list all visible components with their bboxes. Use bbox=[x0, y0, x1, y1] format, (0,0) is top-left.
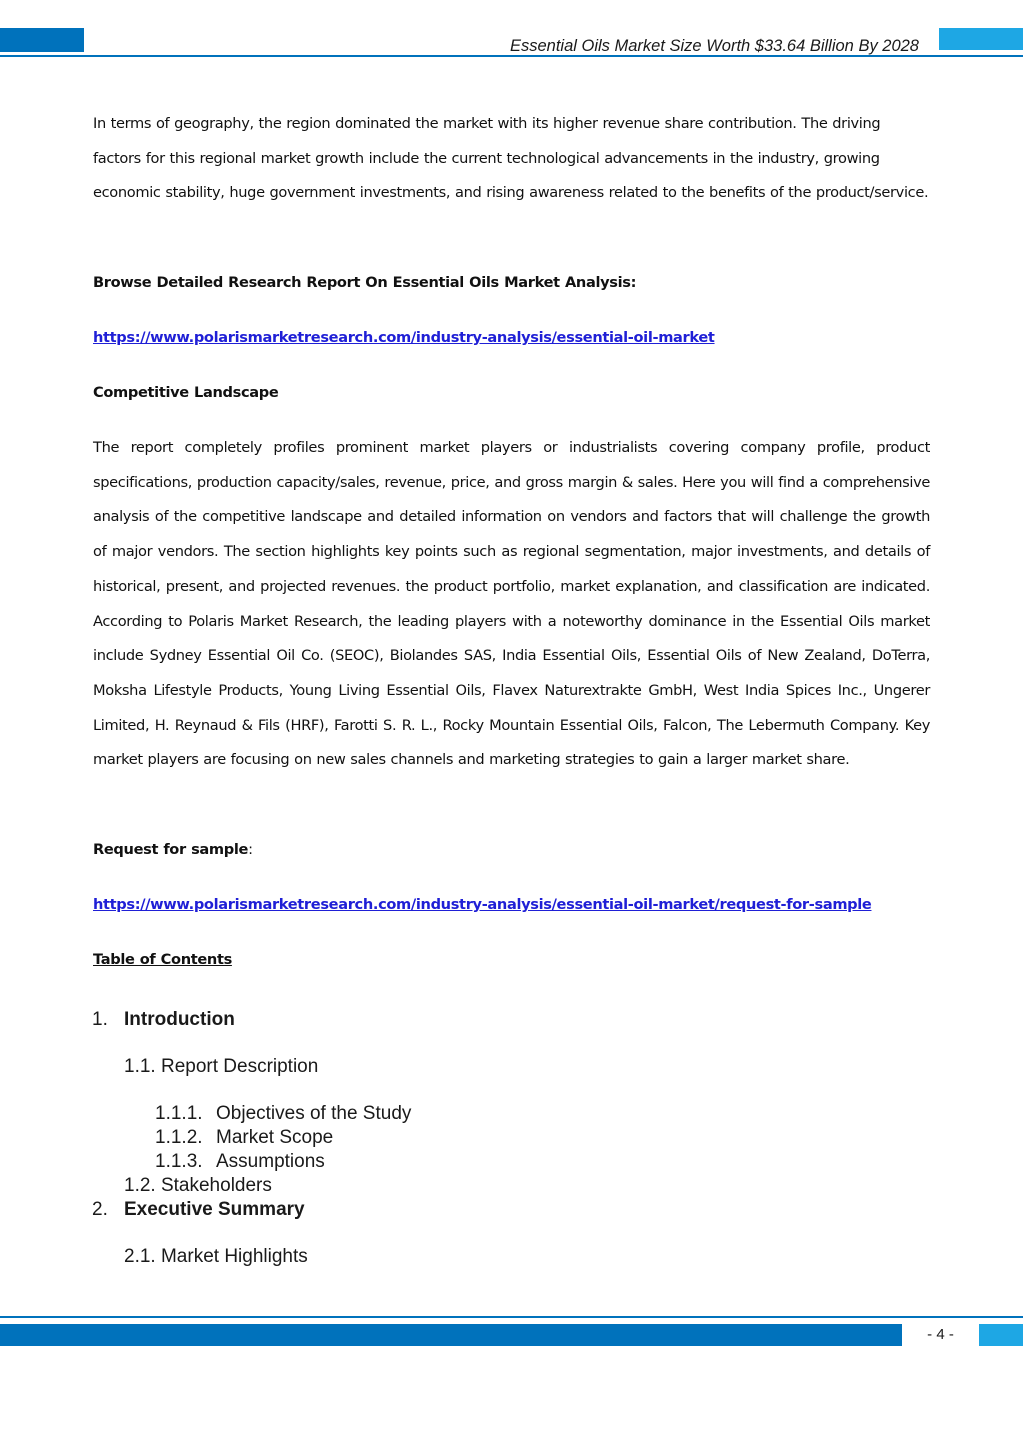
toc-item-number: 1. bbox=[92, 1009, 108, 1030]
geography-text: In terms of geography, the region dominated the market with its higher revenue share contribution. The driving factors for this regional market growth include the current technological advancements in the industry, growing economic stability, huge government investments, and rising awareness related to the benefits of the product/service. bbox=[93, 115, 929, 202]
toc-item-number: 1.1.3. bbox=[155, 1151, 203, 1172]
toc-item-label: 2.1. Market Highlights bbox=[124, 1246, 308, 1267]
competitive-text: The report completely profiles prominent market players or industrialists covering company profile, product specifications, production capacity/sales, revenue, price, and gross margin & sales. Here you will find a comprehensive analysis of the competitive landscape and detailed information on vendors and factors that will challenge the growth of major vendors. The section highlights key points such as regional segmentation, major investments, and details of historical, present, and projected revenues. the product portfolio, market explanation, and classification are indicated. According to Polaris Market Research, the leading players with a noteworthy dominance in the Essential Oils market include Sydney Essential Oil Co. (SEOC), Biolandes SAS, India Essential Oils, Essential Oils of New Zealand, DoTerra, Moksha Lifestyle Products, Young Living Essential Oils, Flavex Naturextrakte GmbH, West India Spices Inc., Ungerer Limited, H. Reynaud & Fils (HRF), Farotti S. R. L., Rocky Mountain Essential Oils, Falcon, The Lebermuth Company. Key market players are focusing on new sales channels and marketing strategies to gain a larger market share. bbox=[93, 439, 930, 769]
toc-item-label: 1.2. Stakeholders bbox=[124, 1175, 272, 1196]
toc-item-label: Market Scope bbox=[216, 1127, 334, 1148]
sample-link[interactable]: https://www.polarismarketresearch.com/industry-analysis/essential-oil-market/request-for-sample bbox=[93, 896, 872, 913]
competitive-heading: Competitive Landscape bbox=[93, 384, 279, 401]
browse-heading: Browse Detailed Research Report On Essential Oils Market Analysis: bbox=[93, 274, 637, 291]
toc-item-label: Executive Summary bbox=[124, 1199, 305, 1220]
footer-rule bbox=[0, 1316, 1023, 1318]
report-link[interactable]: https://www.polarismarketresearch.com/industry-analysis/essential-oil-market bbox=[93, 329, 715, 346]
toc-item-number: 1.1.2. bbox=[155, 1127, 203, 1148]
toc-item-number: 2. bbox=[92, 1199, 108, 1220]
toc-item-label: Introduction bbox=[124, 1009, 235, 1030]
sample-heading-colon: : bbox=[248, 841, 253, 858]
toc-heading: Table of Contents bbox=[93, 951, 232, 968]
footer-accent-right bbox=[979, 1324, 1023, 1346]
footer-bar bbox=[0, 1324, 902, 1346]
page-number: - 4 - bbox=[927, 1326, 954, 1343]
sample-heading: Request for sample bbox=[93, 841, 249, 858]
toc-item-label: Assumptions bbox=[216, 1151, 325, 1172]
toc-item-number: 1.1.1. bbox=[155, 1103, 203, 1124]
header-title: Essential Oils Market Size Worth $33.64 Billion By 2028 bbox=[509, 37, 919, 55]
toc-item-label: Objectives of the Study bbox=[216, 1103, 412, 1124]
toc-item-label: 1.1. Report Description bbox=[124, 1056, 319, 1077]
